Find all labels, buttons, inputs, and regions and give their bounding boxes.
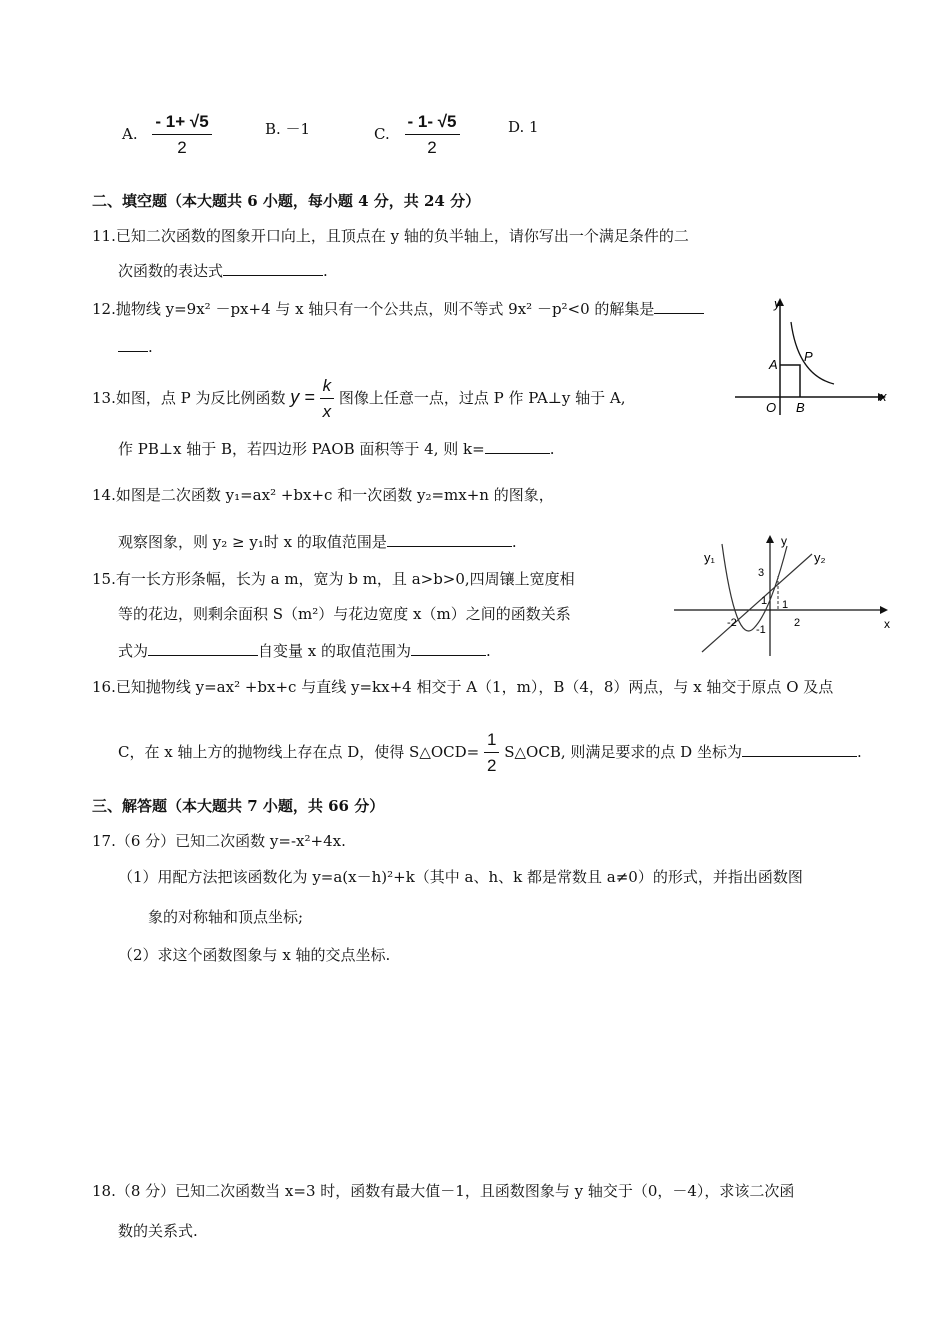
- q16-answer-blank[interactable]: [742, 742, 857, 757]
- q15-line3: 式为 自变量 x 的取值范围为 .: [118, 642, 491, 660]
- q17-part1-line2: 象的对称轴和顶点坐标;: [148, 908, 304, 926]
- option-c: C. $\frac{- 1- √5}{2}$: [374, 112, 460, 158]
- figure-q14: [672, 532, 902, 662]
- option-c-fraction: $\frac{- 1- √5}{2}$: [405, 112, 460, 158]
- svg-text:y₁: y₁: [704, 550, 715, 565]
- fig14-x-arrow: [880, 606, 888, 614]
- svg-text:y₂: y₂: [814, 550, 826, 565]
- svg-text:B: B: [796, 400, 805, 415]
- q12-line1: 12.抛物线 y=9x² －px+4 与 x 轴只有一个公共点，则不等式 9x² －p²<0 的解集是: [92, 298, 704, 319]
- q11-answer-blank[interactable]: [223, 261, 323, 276]
- q17-part2: （2）求这个函数图象与 x 轴的交点坐标.: [118, 946, 391, 964]
- q14-answer-blank[interactable]: [387, 532, 512, 547]
- q14-line1: 14.如图是二次函数 y₁=ax² +bx+c 和一次函数 y₂=mx+n 的图象，: [92, 486, 554, 504]
- option-a: A. $\frac{- 1+ √5}{2}$: [122, 112, 212, 158]
- svg-text:3: 3: [758, 567, 765, 579]
- section2-heading: 二、填空题（本大题共 6 小题，每小题 4 分，共 24 分）: [92, 192, 481, 210]
- q18-line2: 数的关系式.: [118, 1222, 198, 1240]
- q13-line1: 13.如图，点 P 为反比例函数 y = $\frac{k}{x}$ 图像上任意一点，过点 P 作 PA⊥y 轴于 A,: [92, 376, 626, 421]
- q17-part1-line1: （1）用配方法把该函数化为 y=a(x－h)²+k（其中 a、h、k 都是常数且 a≠0）的形式，并指出函数图: [118, 868, 803, 886]
- fig14-y-arrow: [766, 535, 774, 543]
- q16-line1: 16.已知抛物线 y=ax² +bx+c 与直线 y=kx+4 相交于 A（1，m），B（4，8）两点，与 x 轴交于原点 O 及点: [92, 678, 834, 696]
- q12-line2: .: [118, 337, 153, 356]
- svg-text:P: P: [804, 349, 813, 364]
- q15-line2: 等的花边，则剩余面积 S（m²）与花边宽度 x（m）之间的函数关系: [118, 605, 571, 623]
- section3-heading: 三、解答题（本大题共 7 小题，共 66 分）: [92, 797, 385, 815]
- svg-text:y: y: [781, 534, 787, 548]
- q16-line2: C，在 x 轴上方的抛物线上存在点 D，使得 S△OCD= $\frac{1}{2}$ S△OCB, 则满足要求的点 D 坐标为 .: [118, 730, 862, 775]
- q13-fraction: $\frac{k}{x}$: [320, 376, 335, 422]
- svg-text:A: A: [769, 357, 778, 372]
- option-b: B. －1: [265, 120, 311, 138]
- svg-text:2: 2: [794, 617, 801, 629]
- q11-line1: 11.已知二次函数的图象开口向上，且顶点在 y 轴的负半轴上，请你写出一个满足条件的二: [92, 227, 689, 245]
- q12-answer-blank[interactable]: [654, 299, 704, 314]
- svg-text:-2: -2: [727, 617, 737, 629]
- svg-text:O: O: [766, 400, 777, 415]
- option-d: D. 1: [508, 118, 539, 136]
- svg-text:1: 1: [782, 599, 789, 611]
- fig13-rectangle: [780, 365, 800, 397]
- svg-text:y: y: [774, 296, 781, 311]
- fig14-line-y2: [702, 554, 812, 652]
- option-a-fraction: $\frac{- 1+ √5}{2}$: [152, 112, 211, 158]
- q15-answer-blank-2[interactable]: [411, 641, 486, 656]
- q18-line1: 18.（8 分）已知二次函数当 x=3 时，函数有最大值－1，且函数图象与 y 轴交于（0，－4），求该二次函: [92, 1182, 795, 1200]
- svg-text:1: 1: [761, 595, 768, 607]
- q15-answer-blank-1[interactable]: [148, 641, 258, 656]
- q17-line1: 17.（6 分）已知二次函数 y=-x²+4x.: [92, 832, 346, 850]
- q12-answer-blank-cont[interactable]: [118, 337, 148, 352]
- q11-line2: 次函数的表达式 .: [118, 262, 328, 280]
- svg-text:-1: -1: [756, 624, 766, 636]
- figure-q13: [730, 290, 900, 420]
- svg-text:x: x: [884, 617, 890, 631]
- q14-line2: 观察图象，则 y₂ ≥ y₁时 x 的取值范围是 .: [118, 533, 517, 551]
- q13-line2: 作 PB⊥x 轴于 B，若四边形 PAOB 面积等于 4, 则 k= .: [118, 440, 555, 458]
- q16-fraction: $\frac{1}{2}$: [484, 730, 499, 776]
- q15-line1: 15.有一长方形条幅，长为 a m，宽为 b m，且 a>b>0,四周镶上宽度相: [92, 570, 575, 588]
- svg-text:x: x: [880, 389, 887, 404]
- q13-answer-blank[interactable]: [485, 439, 550, 454]
